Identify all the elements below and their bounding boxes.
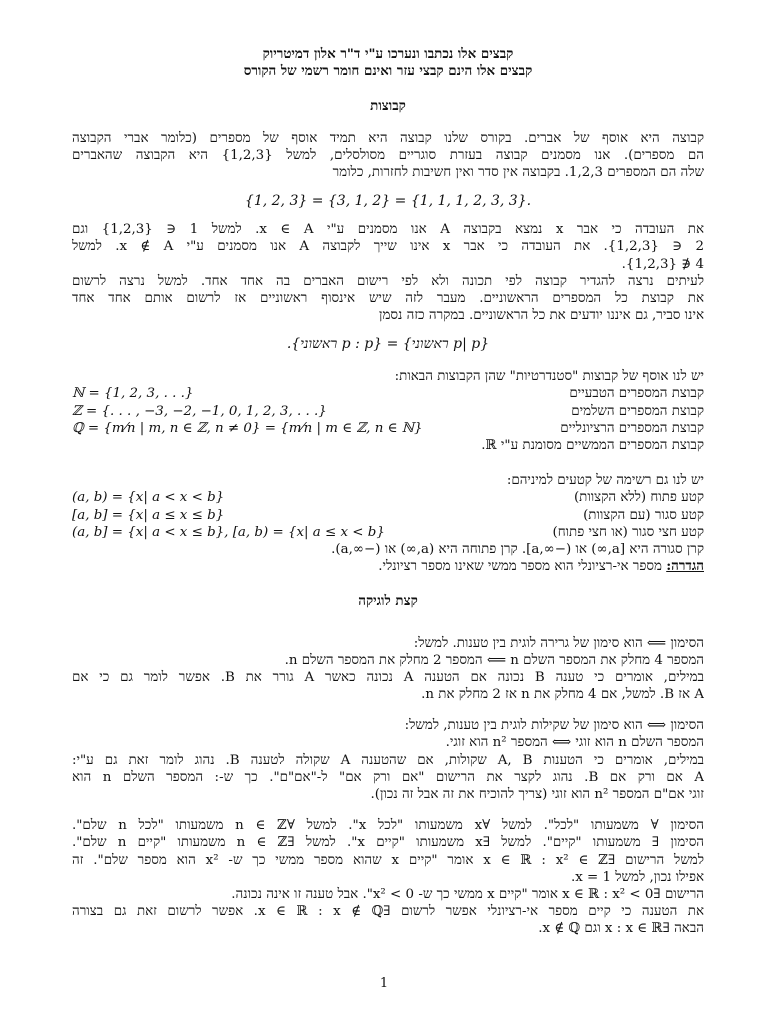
logic-line: הסימון ∀ משמעותו "לכל". למשל ∀x משמעותו "לכל x". למשל ∀n ∈ ℤ משמעותו "לכל n שלם". <box>72 818 704 834</box>
paragraph-line: 2 ∈ {1,2,3}. את העובדה כי אבר x אינו שייך לקבוצה A אנו מסמנים ע"י x ∉ A. למשל <box>72 239 704 255</box>
standard-set-formula: ℚ = {m⁄n | m, n ∈ ℤ, n ≠ 0} = {m⁄n | m ∈ ℤ, n ∈ ℕ} <box>72 420 423 436</box>
logic-line: הסימון ⟺ הוא סימון של שקילות לוגית בין טענות, למשל: <box>404 718 704 734</box>
page-number: 1 <box>379 976 389 991</box>
rays-text-end: (−∞,a). <box>331 541 381 557</box>
logic-line: במילים, אומרים כי הטענות A, B שקולות, אם שהטענה A שקולה לטענה B. נהוג לומר זאת גם ע"י: <box>72 752 704 768</box>
logic-line: הבאה ∃x : x ∈ ℝ וגם x ∉ ℚ. <box>538 921 704 937</box>
interval-label: קטע חצי סגור (או חצי פתוח) <box>552 524 704 540</box>
reals-line: קבוצת המספרים הממשיים מסומנת ע"י ℝ. <box>481 438 704 453</box>
logic-line: A אם ורק אם B. נהוג לקצר את הרישום "אם ורק אם" ל-"אם"ם". כך ש-: המספר השלם n הוא <box>72 769 704 785</box>
logic-line: הסימון ⟸ הוא סימון של גרירה לוגית בין טענות. למשל: <box>413 635 704 651</box>
equation-primes: {p| p ראשוני} = {p : p ראשוני}. <box>286 336 490 353</box>
interval-label: קטע סגור (עם הקצוות) <box>583 507 704 523</box>
paragraph-line: את העובדה כי אבר x נמצא בקבוצה A אנו מסמנים ע"י x ∈ A. למשל 1 ∈ {1,2,3} וגם <box>72 222 704 238</box>
paragraph-line: אינו סביר, גם איננו יודעים את כל הראשוניים. במקרה כזה נסמן <box>379 308 704 324</box>
interval-formula: [a, b] = {x| a ≤ x ≤ b} <box>72 507 225 523</box>
paragraph-line: לעיתים נרצה להגדיר קבוצה לפי תכונה ולא לפי רישום האברים בה אחד אחד. למשל נרצה לרשום <box>72 273 704 289</box>
paragraph-line: 4 ∉ {1,2,3}. <box>621 256 704 272</box>
interval-formula: (a, b) = {x| a < x < b} <box>72 490 225 506</box>
standard-set-label: קבוצת המספרים הטבעיים <box>569 386 704 402</box>
section-title-sets: קבוצות <box>370 98 406 115</box>
rays-text: קרן סגורה היא [a,∞) או (−∞,a]. קרן פתוחה היא (a,∞) או <box>384 541 704 557</box>
standard-set-formula: ℕ = {1, 2, 3, . . .} <box>72 386 194 402</box>
interval-row <box>72 489 704 506</box>
logic-line: למשל הרישום ∃x ∈ ℝ : x² ∈ ℤ אומר "קיים x שהוא מספר ממשי כך ש- x² הוא מספר שלם". זה <box>72 852 704 868</box>
logic-line: המספר 4 מחלק את המספר השלם n ⟸ המספר 2 מחלק את המספר השלם n. <box>284 652 704 668</box>
paragraph-line: את קבוצת כל המספרים הראשוניים. מעבר לזה שיש אינסוף ראשוניים אז לרשום אותם אחד אחד <box>72 290 704 306</box>
standard-set-row <box>72 385 704 402</box>
logic-line: במילים, אומרים כי טענה B נכונה אם הטענה A נכונה כאשר A גורר את B. אפשר לומר גם כי אם <box>72 669 704 685</box>
paragraph-line: קבוצה היא אוסף של אברים. בקורס שלנו קבוצה היא תמיד אוסף של מספרים (כלומר אברי הקבוצה <box>72 130 704 146</box>
header-line-2: קבצים אלו הינם קבצי עזר ואינם חומר רשמי של הקורס <box>243 63 533 80</box>
paragraph-line: שלה הם המספרים 1,2,3. בקבוצה אין סדר ואין חשיבות לחזרות, כלומר <box>332 164 704 180</box>
logic-line: אפילו נכון, למשל x = 1. <box>570 869 704 885</box>
standard-set-formula: ℤ = {. . . , −3, −2, −1, 0, 1, 2, 3, . . .} <box>72 403 327 419</box>
logic-line: A אז B. למשל, אם 4 מחלק את n אז 2 מחלק את n. <box>421 687 704 703</box>
logic-line: הסימון ∃ משמעותו "קיים". למשל ∃x משמעותו "קיים x". למשל ∃n ∈ ℤ משמעותו "קיים n שלם". <box>72 835 704 851</box>
logic-line: זוגי אם"ם המספר n² הוא זוגי (צריך להוכיח את זה אבל זה נכון). <box>370 787 704 802</box>
standard-set-label: קבוצת המספרים הרציונליים <box>560 420 704 436</box>
intervals-intro: יש לנו גם רשימה של קטעים למיניהם: <box>506 473 704 489</box>
definition-text: מספר אי-רציונלי הוא מספר ממשי שאינו מספר רציונלי. <box>378 559 662 575</box>
interval-row <box>72 507 704 524</box>
standard-set-row <box>72 403 704 420</box>
header-line-1: קבצים אלו נכתבו ונערכו ע"י ד"ר אלון דמיטריוק <box>262 46 514 62</box>
standard-set-row <box>72 420 704 437</box>
interval-row <box>72 524 704 541</box>
standard-sets-intro: יש לנו אוסף של קבוצות "סטנדרטיות" שהן הקבוצות הבאות: <box>394 369 704 385</box>
definition-term: הגדרה: <box>666 558 704 575</box>
interval-label: קטע פתוח (ללא הקצוות) <box>573 490 704 506</box>
rays-line <box>72 541 704 558</box>
logic-line: הרישום ∃x ∈ ℝ : x² < 0 אומר "קיים x ממשי כך ש- x² < 0". אבל טענה זו אינה נכונה. <box>231 886 704 902</box>
interval-formula: (a, b] = {x| a < x ≤ b}, [a, b) = {x| a ≤ x < b} <box>72 524 385 540</box>
definition-line <box>72 558 704 575</box>
standard-set-label: קבוצת המספרים השלמים <box>571 403 704 419</box>
document-page <box>72 46 704 938</box>
logic-line: את הטענה כי קיים מספר אי-רציונלי אפשר לרשום ∃x ∈ ℝ : x ∉ ℚ. אפשר לרשום זאת גם בצורה <box>72 904 704 920</box>
section-title-logic: קצת לוגיקה <box>358 593 418 610</box>
logic-line: המספר השלם n הוא זוגי ⟺ המספר n² הוא זוגי. <box>445 735 704 751</box>
paragraph-line: הם מספרים). אנו מסמנים קבוצה בעזרת סוגריים מסולסלים, למשל {1,2,3} היא הקבוצה שהאברים <box>72 147 704 163</box>
equation-set-equality: {1, 2, 3} = {3, 1, 2} = {1, 1, 1, 2, 3, 3}. <box>244 193 532 210</box>
